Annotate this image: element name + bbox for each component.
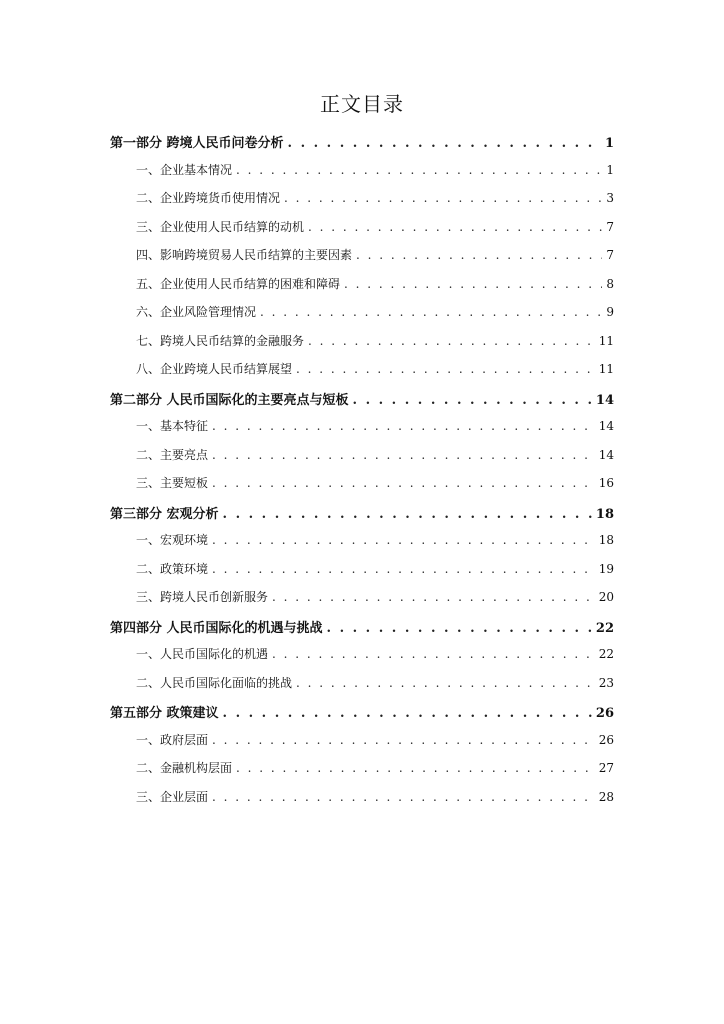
dot-leader <box>212 448 595 462</box>
dot-leader <box>236 761 595 775</box>
toc-section-entry[interactable] <box>136 759 614 776</box>
toc-title: 正文目录 <box>320 92 404 116</box>
toc-entry-label: 一、人民币国际化的机遇 <box>136 647 269 661</box>
toc-section-entry[interactable] <box>136 645 614 662</box>
toc-page-number: 18 <box>598 533 614 547</box>
dot-leader <box>284 191 602 205</box>
dot-leader <box>353 393 592 408</box>
toc-page-number: 19 <box>598 561 614 576</box>
dot-leader <box>260 305 602 319</box>
toc-entry-label: 二、金融机构层面 <box>136 761 233 775</box>
toc-page-number: 14 <box>598 447 614 462</box>
toc-section-entry[interactable] <box>136 674 614 691</box>
toc-entry-label: 二、企业跨境货币使用情况 <box>136 191 281 205</box>
toc-entry-label: 第四部分 人民币国际化的机遇与挑战 <box>110 620 323 636</box>
dot-leader <box>308 334 595 348</box>
toc-page-number: 22 <box>598 647 614 661</box>
toc-page-number: 16 <box>598 476 614 490</box>
dot-leader <box>272 647 595 661</box>
toc-page-number: 14 <box>595 392 614 408</box>
toc-entry-label: 四、影响跨境贸易人民币结算的主要因素 <box>136 248 353 262</box>
toc-entry-label: 第三部分 宏观分析 <box>110 506 219 522</box>
dot-leader <box>296 676 595 690</box>
toc-entry-label: 一、基本特征 <box>136 419 209 433</box>
toc-entry-label: 七、跨境人民币结算的金融服务 <box>136 333 305 348</box>
toc-section-entry[interactable] <box>136 474 614 491</box>
toc-part-entry[interactable] <box>110 702 614 721</box>
toc-page-number: 18 <box>595 506 614 522</box>
toc-section-entry[interactable] <box>136 531 614 548</box>
toc-entry-label: 二、主要亮点 <box>136 447 209 462</box>
toc-section-entry[interactable] <box>136 246 614 263</box>
toc-entry-label: 第五部分 政策建议 <box>110 706 219 721</box>
toc-section-entry[interactable] <box>136 788 614 805</box>
toc-part-entry[interactable] <box>110 132 614 151</box>
toc-entry-label: 三、企业层面 <box>136 789 209 804</box>
toc-section-entry[interactable] <box>136 218 614 235</box>
toc-entry-label: 三、主要短板 <box>136 476 209 490</box>
toc-page-number: 22 <box>595 620 614 636</box>
toc-section-entry[interactable] <box>136 161 614 178</box>
toc-part-entry[interactable] <box>110 503 614 522</box>
toc-entry-label: 第一部分 跨境人民币问卷分析 <box>110 136 284 151</box>
toc-part-entry[interactable] <box>110 389 614 408</box>
dot-leader <box>236 163 602 177</box>
toc-section-entry[interactable] <box>136 731 614 748</box>
dot-leader <box>212 419 595 433</box>
toc-page-number: 28 <box>598 789 614 804</box>
toc-entry-label: 五、企业使用人民币结算的困难和障碍 <box>136 276 341 291</box>
toc-page-number: 1 <box>604 136 614 151</box>
toc-entry-label: 二、政策环境 <box>136 561 209 576</box>
toc-entry-label: 六、企业风险管理情况 <box>136 305 257 319</box>
dot-leader <box>223 507 592 522</box>
toc-entry-label: 八、企业跨境人民币结算展望 <box>136 362 293 376</box>
toc-page-number: 7 <box>606 219 614 234</box>
toc-page-number: 23 <box>598 675 614 690</box>
toc-section-entry[interactable] <box>136 560 614 577</box>
dot-leader <box>308 220 602 234</box>
toc-page-number: 20 <box>598 590 614 604</box>
dot-leader <box>296 362 595 376</box>
toc-section-entry[interactable] <box>136 275 614 292</box>
dot-leader <box>288 136 601 151</box>
toc-section-entry[interactable] <box>136 417 614 434</box>
dot-leader <box>223 706 592 721</box>
toc-page-number: 26 <box>595 706 614 721</box>
toc-page-number: 3 <box>606 191 614 205</box>
toc-section-entry[interactable] <box>136 332 614 349</box>
toc-page-number: 1 <box>606 162 614 177</box>
dot-leader <box>212 562 595 576</box>
toc-part-entry[interactable] <box>110 617 614 636</box>
toc-entry-label: 二、人民币国际化面临的挑战 <box>136 675 293 690</box>
dot-leader <box>212 533 595 547</box>
toc-page-number: 8 <box>606 276 614 291</box>
toc-entry-label: 一、企业基本情况 <box>136 162 233 177</box>
toc-section-entry[interactable] <box>136 588 614 605</box>
dot-leader <box>212 476 595 490</box>
toc-page-number: 14 <box>598 419 614 433</box>
toc-entry-label: 一、宏观环境 <box>136 533 209 547</box>
toc-page-number: 7 <box>606 248 614 262</box>
toc-page-number: 27 <box>598 761 614 775</box>
dot-leader <box>272 590 595 604</box>
toc-page-number: 11 <box>598 333 614 348</box>
toc-section-entry[interactable] <box>136 446 614 463</box>
dot-leader <box>356 248 602 262</box>
dot-leader <box>344 277 602 291</box>
toc-entry-label: 一、政府层面 <box>136 732 209 747</box>
toc-section-entry[interactable] <box>136 360 614 377</box>
toc-entry-label: 三、企业使用人民币结算的动机 <box>136 219 305 234</box>
dot-leader <box>212 733 595 747</box>
toc-entry-label: 三、跨境人民币创新服务 <box>136 590 269 604</box>
dot-leader <box>327 621 592 636</box>
toc-section-entry[interactable] <box>136 189 614 206</box>
toc-entry-label: 第二部分 人民币国际化的主要亮点与短板 <box>110 392 349 408</box>
toc-page-number: 11 <box>598 362 614 376</box>
toc-section-entry[interactable] <box>136 303 614 320</box>
dot-leader <box>212 790 595 804</box>
toc-page-number: 9 <box>606 305 614 319</box>
toc-page-number: 26 <box>598 732 614 747</box>
